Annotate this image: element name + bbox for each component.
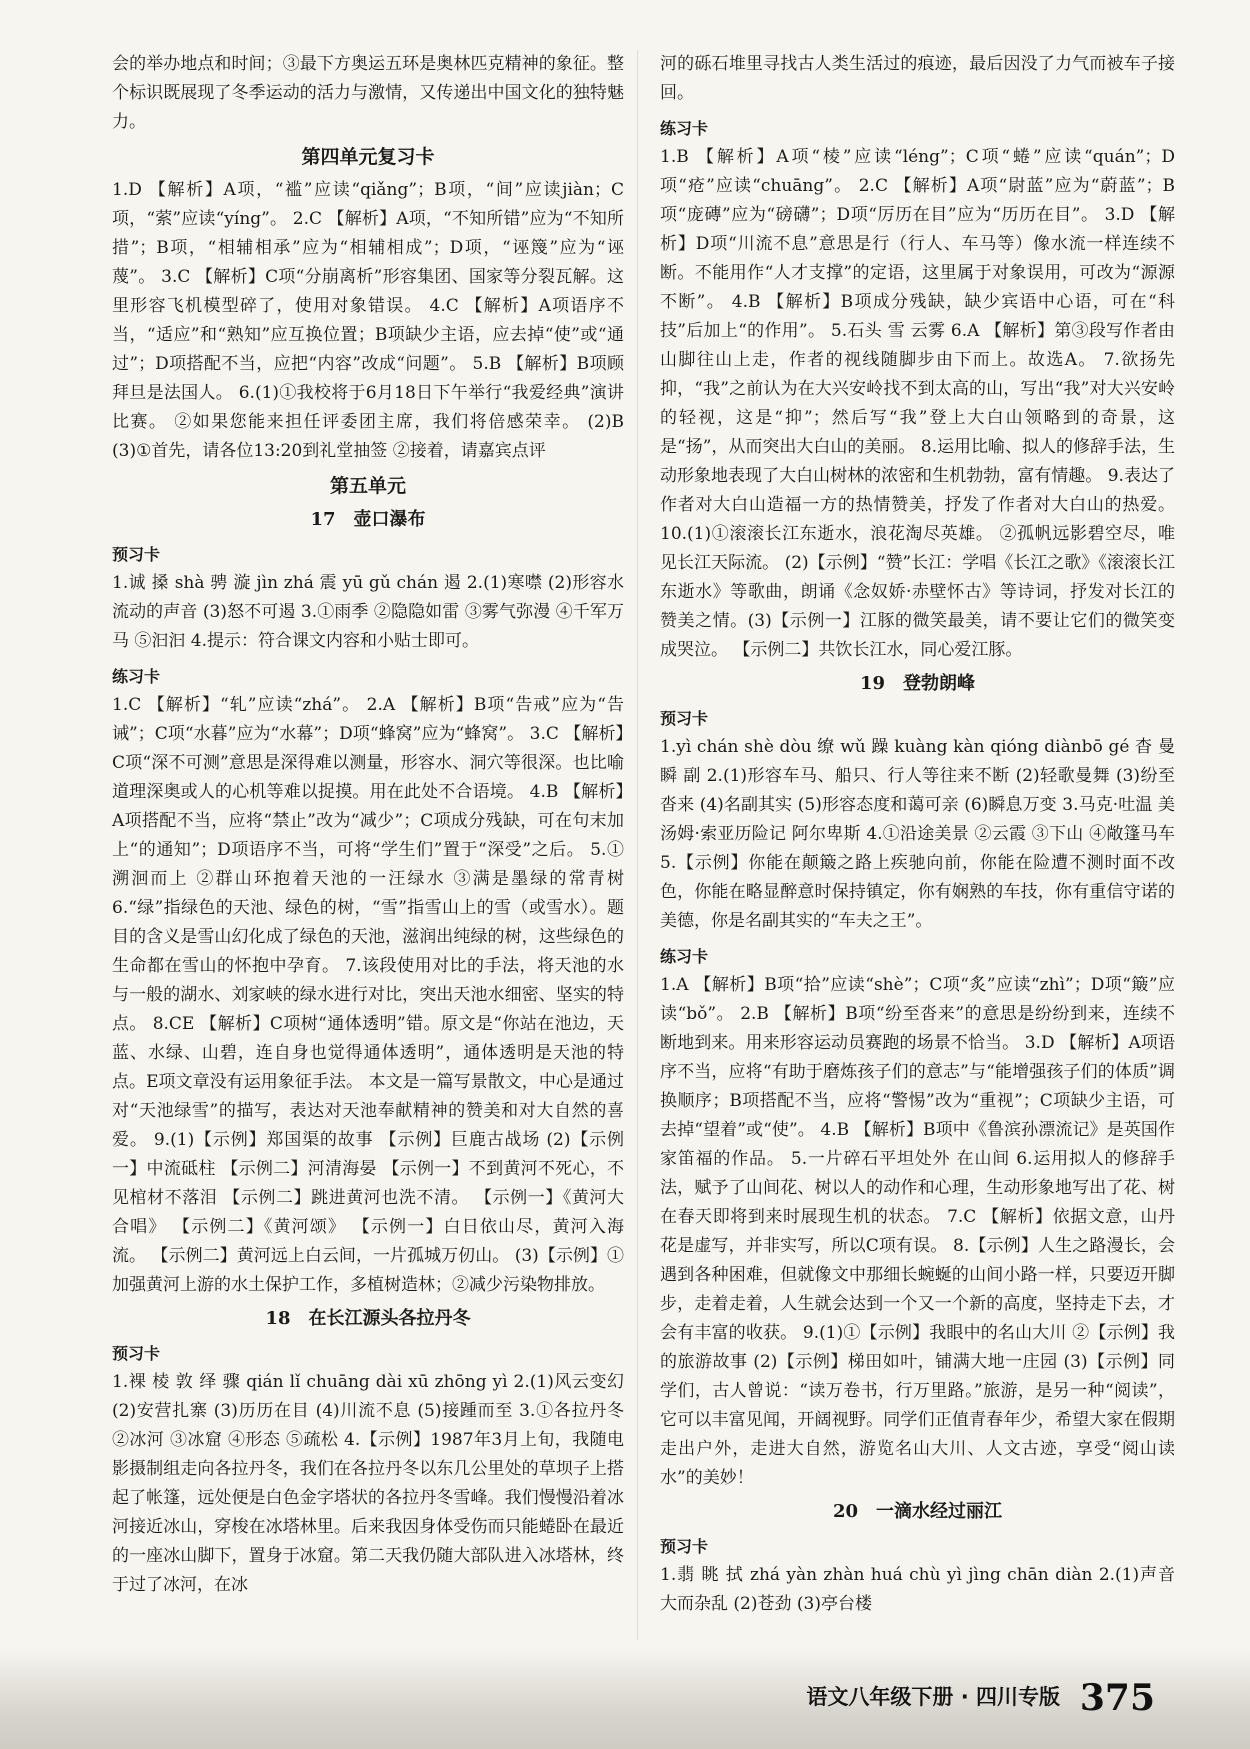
lesson19-preview-answers: 1.yì chán shè dòu 缭 wǔ 躁 kuàng kàn qióng diànbō gé 杳 曼 瞬 副 2.(1)形容车马、船只、行人等往来不断 (2)轻歌曼舞 (3)纷至沓来 (4)名副其实 (5)形容态度和蔼可亲 (6)瞬息万变 3.马克·吐温 美 汤姆·索亚历险记 阿尔卑斯 4.①沿途美景 ②云霞 ③下山 ④敞篷马车 5.【示例】你能在颠簸之路上疾驰向前，你能在险遭不测时面不改色，你能在略显醉意时保持镇定，你有娴熟的车技，你有重信守诺的美德，你是名副其实的“车夫之王”。: [660, 737, 1175, 931]
unit4-review-title: 第四单元复习卡: [301, 146, 435, 168]
right-column: [660, 50, 1175, 1619]
preview-card-label: 预习卡: [660, 709, 709, 728]
intro-paragraph: 会的举办地点和时间；③最下方奥运五环是奥林匹克精神的象征。整个标识既展现了冬季运动的活力与激情，又传递出中国文化的独特魅力。: [112, 54, 624, 132]
lesson18-preview-answers: 1.裸 棱 敦 绎 骤 qián lǐ chuāng dài xū zhōng yì 2.(1)风云变幻 (2)安营扎寨 (3)历历在目 (4)川流不息 (5)接踵而至 3.①各拉丹冬 ②冰河 ③冰窟 ④形态 ⑤疏松 4.【示例】1987年3月上旬，我随电影摄制组走向各拉丹冬，我们在各拉丹冬以东几公里处的草坝子上搭起了帐篷，远处便是白色金字塔状的各拉丹冬雪峰。我们慢慢沿着冰河接近冰山，穿梭在冰塔林里。后来我因身体受伤而只能蜷卧在最近的一座冰山脚下，置身于冰窟。第二天我仍随大部队进入冰塔林，终于过了冰河，在冰: [112, 1372, 624, 1595]
practice-card-label: 练习卡: [660, 119, 709, 138]
lesson19-title: 19 登勃朗峰: [859, 673, 976, 694]
left-column: [112, 50, 624, 1600]
practice-card-label: 练习卡: [660, 947, 709, 966]
lesson20-preview-answers: 1.翡 眺 拭 zhá yàn zhàn huá chù yì jìng chān diàn 2.(1)声音大而杂乱 (2)苍劲 (3)亭台楼: [660, 1565, 1175, 1614]
lesson20-title: 20 一滴水经过丽江: [832, 1501, 1003, 1522]
continuation-paragraph: 河的砾石堆里寻找古人类生活过的痕迹，最后因没了力气而被车子接回。: [660, 54, 1175, 103]
lesson18-title: 18 在长江源头各拉丹冬: [265, 1308, 471, 1329]
page-number: 375: [1079, 1677, 1155, 1719]
lesson17-preview-answers: 1.诚 搡 shà 骋 漩 jìn zhá 震 yū gǔ chán 遏 2.(1)寒噤 (2)形容水流动的声音 (3)怒不可遏 3.①雨季 ②隐隐如雷 ③雾气弥漫 ④千军万马 ⑤汩汩 4.提示：符合课文内容和小贴士即可。: [112, 573, 624, 651]
unit4-review-answers: 1.D 【解析】A项，“褴”应读“qiǎng”；B项，“间”应读jiàn；C项，“萦”应读“yíng”。 2.C 【解析】A项，“不知所错”应为“不知所措”；B项，“相辅相承”应为“相辅相成”；D项，“诬篾”应为“诬蔑”。 3.C 【解析】C项“分崩离析”形容集团、国家等分裂瓦解。这里形容飞机模型碎了，使用对象错误。 4.C 【解析】A项语序不当，“适应”和“熟知”应互换位置；B项缺少主语，应去掉“使”或“通过”；D项搭配不当，应把“内容”改成“问题”。 5.B 【解析】B项顾拜旦是法国人。 6.(1)①我校将于6月18日下午举行“我爱经典”演讲比赛。 ②如果您能来担任评委团主席，我们将倍感荣幸。 (2)B (3)①首先，请各位13:20到礼堂抽签 ②接着，请嘉宾点评: [112, 180, 624, 461]
preview-card-label: 预习卡: [112, 545, 161, 564]
practice-card-label: 练习卡: [112, 667, 161, 686]
book-title: 语文八年级下册 · 四川专版: [806, 1685, 1060, 1709]
column-divider: [637, 50, 638, 1640]
lesson17-title: 17 壶口瀑布: [310, 509, 426, 530]
unit5-title: 第五单元: [329, 475, 406, 497]
lesson19-practice-answers: 1.A 【解析】B项“拾”应读“shè”；C项“炙”应读“zhì”；D项“簸”应读“bǒ”。 2.B 【解析】B项“纷至沓来”的意思是纷纷到来，连续不断地到来。用来形容运动员赛跑的场景不恰当。 3.D 【解析】A项语序不当，应将“有助于磨炼孩子们的意志”与“能增强孩子们的体质”调换顺序；B项搭配不当，应将“警惕”改为“重视”；C项缺少主语，可去掉“望着”或“使”。 4.B 【解析】B项中《鲁滨孙漂流记》是英国作家笛福的作品。 5.一片碎石平坦处外 在山间 6.运用拟人的修辞手法，赋予了山间花、树以人的动作和心理，生动形象地写出了花、树在春天即将到来时展现生机的状态。 7.C 【解析】依据文意，山丹花是虚写，并非实写，所以C项有误。 8.【示例】人生之路漫长，会遇到各种困难，但就像文中那细长蜿蜒的山间小路一样，只要迈开脚步，走着走着，人生就会达到一个又一个新的高度，坚持走下去，才会有丰富的收获。 9.(1)①【示例】我眼中的名山大川 ②【示例】我的旅游故事 (2)【示例】梯田如叶，铺满大地一庄园 (3)【示例】同学们，古人曾说：“读万卷书，行万里路。”旅游，是另一种“阅读”，它可以丰富见闻，开阔视野。同学们正值青春年少，希望大家在假期走出户外，走进大自然，游览名山大川、人文古迹，享受“阅山读水”的美妙！: [660, 975, 1175, 1488]
lesson17-practice-answers: 1.C 【解析】“轧”应读“zhá”。 2.A 【解析】B项“告戒”应为“告诫”；C项“水暮”应为“水幕”；D项“蜂窝”应为“蜂窝”。 3.C 【解析】C项“深不可测”意思是深得难以测量，形容水、洞穴等很深。也比喻道理深奥或人的心机等难以捉摸。用在此处不合语境。 4.B 【解析】A项搭配不当，应将“禁止”改为“减少”；C项成分残缺，可在句末加上“的通知”；D项语序不当，可将“学生们”置于“深受”之后。 5.①溯洄而上 ②群山环抱着天池的一汪绿水 ③满是墨绿的常青树 6.“绿”指绿色的天池、绿色的树，“雪”指雪山上的雪（或雪水）。题目的含义是雪山幻化成了绿色的天池，滋润出纯绿的树，这些绿色的生命都在雪山的怀抱中孕育。 7.该段使用对比的手法，将天池的水与一般的湖水、刘家峡的绿水进行对比，突出天池水细密、坚实的特点。 8.CE 【解析】C项树“通体透明”错。原文是“你站在池边，天蓝、水绿、山碧，连自身也觉得通体透明”，通体透明是天池的特点。E项文章没有运用象征手法。 本文是一篇写景散文，中心是通过对“天池绿雪”的描写，表达对天池奉献精神的赞美和对大自然的喜爱。 9.(1)【示例】郑国渠的故事 【示例】巨鹿古战场 (2)【示例一】中流砥柱 【示例二】河清海晏 【示例一】不到黄河不死心，不见棺材不落泪 【示例二】跳进黄河也洗不清。 【示例一】《黄河大合唱》 【示例二】《黄河颂》 【示例一】白日依山尽，黄河入海流。 【示例二】黄河远上白云间，一片孤城万仞山。 (3)【示例】①加强黄河上游的水土保护工作，多植树造林；②减少污染物排放。: [112, 695, 624, 1295]
preview-card-label: 预习卡: [660, 1537, 709, 1556]
preview-card-label: 预习卡: [112, 1344, 161, 1363]
page-footer: [0, 1649, 1250, 1749]
lesson18-practice-answers: 1.B 【解析】A项“棱”应读“léng”；C项“蜷”应读“quán”；D项“疮”应读“chuāng”。 2.C 【解析】A项“尉蓝”应为“蔚蓝”；B项“庞磚”应为“磅礴”；D项“厉历在目”应为“历历在目”。 3.D 【解析】D项“川流不息”意思是行（行人、车马等）像水流一样连续不断。不能用作“人才支撑”的定语，这里属于对象误用，可改为“源源不断”。 4.B 【解析】B项成分残缺，缺少宾语中心语，可在“科技”后加上“的作用”。 5.石头 雪 云雾 6.A 【解析】第③段写作者由山脚往山上走，作者的视线随脚步由下而上。故选A。 7.欲扬先抑，“我”之前认为在大兴安岭找不到太高的山，写出“我”对大兴安岭的轻视，这是“抑”；然后写“我”登上大白山领略到的奇景，这是“扬”，从而突出大白山的美丽。 8.运用比喻、拟人的修辞手法，生动形象地表现了大白山树林的浓密和生机勃勃，富有情趣。 9.表达了作者对大白山造福一方的热情赞美，抒发了作者对大白山的热爱。 10.(1)①滚滚长江东逝水，浪花淘尽英雄。 ②孤帆远影碧空尽，唯见长江天际流。 (2)【示例】“赞”长江：学唱《长江之歌》《滚滚长江东逝水》等歌曲，朗诵《念奴娇·赤壁怀古》等诗词，抒发对长江的赞美之情。(3)【示例一】江豚的微笑最美，请不要让它们的微笑变成哭泣。 【示例二】共饮长江水，同心爱江豚。: [660, 147, 1176, 660]
